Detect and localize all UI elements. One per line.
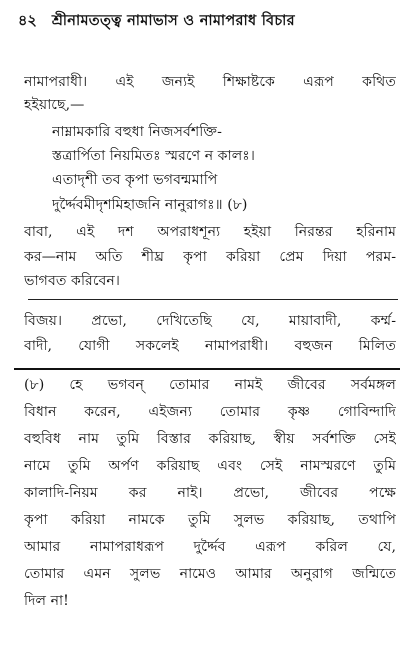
footnote-line: কৃপা করিয়া নামকে তুমি সুলভ করিয়াছ, তথাপি [24,512,396,528]
body-line: হইয়াছে,— [24,97,85,113]
footnote-line: বহুবিধ নাম তুমি বিস্তার করিয়াছ, স্বীয় সর্বশক্তি সেই [24,431,396,447]
horizontal-rule [28,299,398,300]
verse-line: নাম্নামকারি বহুধা নিজসর্বশক্তি- [52,124,222,140]
footnote-line: আমার নামাপরাধরূপ দুর্দ্দৈব এরূপ করিল যে, [24,539,396,555]
verse-line: স্তত্রার্পিতা নিয়মিতঃ স্মরণে ন কালঃ। [52,148,255,164]
body-line: বাদী, যোগী সকলেই নামাপরাধী। বহুজন মিলিত [24,338,396,354]
verse-line: এতাদৃশী তব কৃপা ভগবন্মমাপি [52,172,218,188]
body-line: কর—নাম অতি শীঘ্র কৃপা করিয়া প্রেম দিয়া পরম- [24,249,396,265]
footnote-line: নামে তুমি অর্পণ করিয়াছ এবং সেই নামস্মরণে তুমি [24,458,396,474]
body-line: বাবা, এই দশ অপরাধশূন্য হইয়া নিরন্তর হরিনাম [24,224,396,240]
footnote-line: দিল না! [24,593,69,609]
body-line: নামাপরাধী। এই জন্যই শিক্ষাষ্টকে এরূপ কথিত [24,74,396,90]
footnote-line: তোমার এমন সুলভ নামেও আমার অনুরাগ জন্মিতে [24,566,396,582]
footnote-line: (৮) হে ভগবন্ তোমার নামই জীবের সর্বমঙ্গল [24,377,396,393]
footnote-separator [14,368,400,370]
footnote-line: কালাদি-নিয়ম কর নাই। প্রভো, জীবের পক্ষে [24,485,396,501]
footnote-line: বিধান করেন, এইজন্য তোমার কৃষ্ণ গোবিন্দাদি [24,404,396,420]
body-line: ভাগবত করিবেন। [24,273,120,289]
body-line: বিজয়। প্রভো, দেখিতেছি যে, মায়াবাদী, কর্ম্ম- [24,313,396,329]
running-title: শ্রীনামতত্ত্ব নামাভাস ও নামাপরাধ বিচার [51,12,295,29]
verse-line: দুর্দ্দৈবমীদৃশমিহাজনি নানুরাগঃ॥ (৮) [52,197,248,213]
page-header [18,10,398,32]
page-number: ৪২ [18,12,37,29]
